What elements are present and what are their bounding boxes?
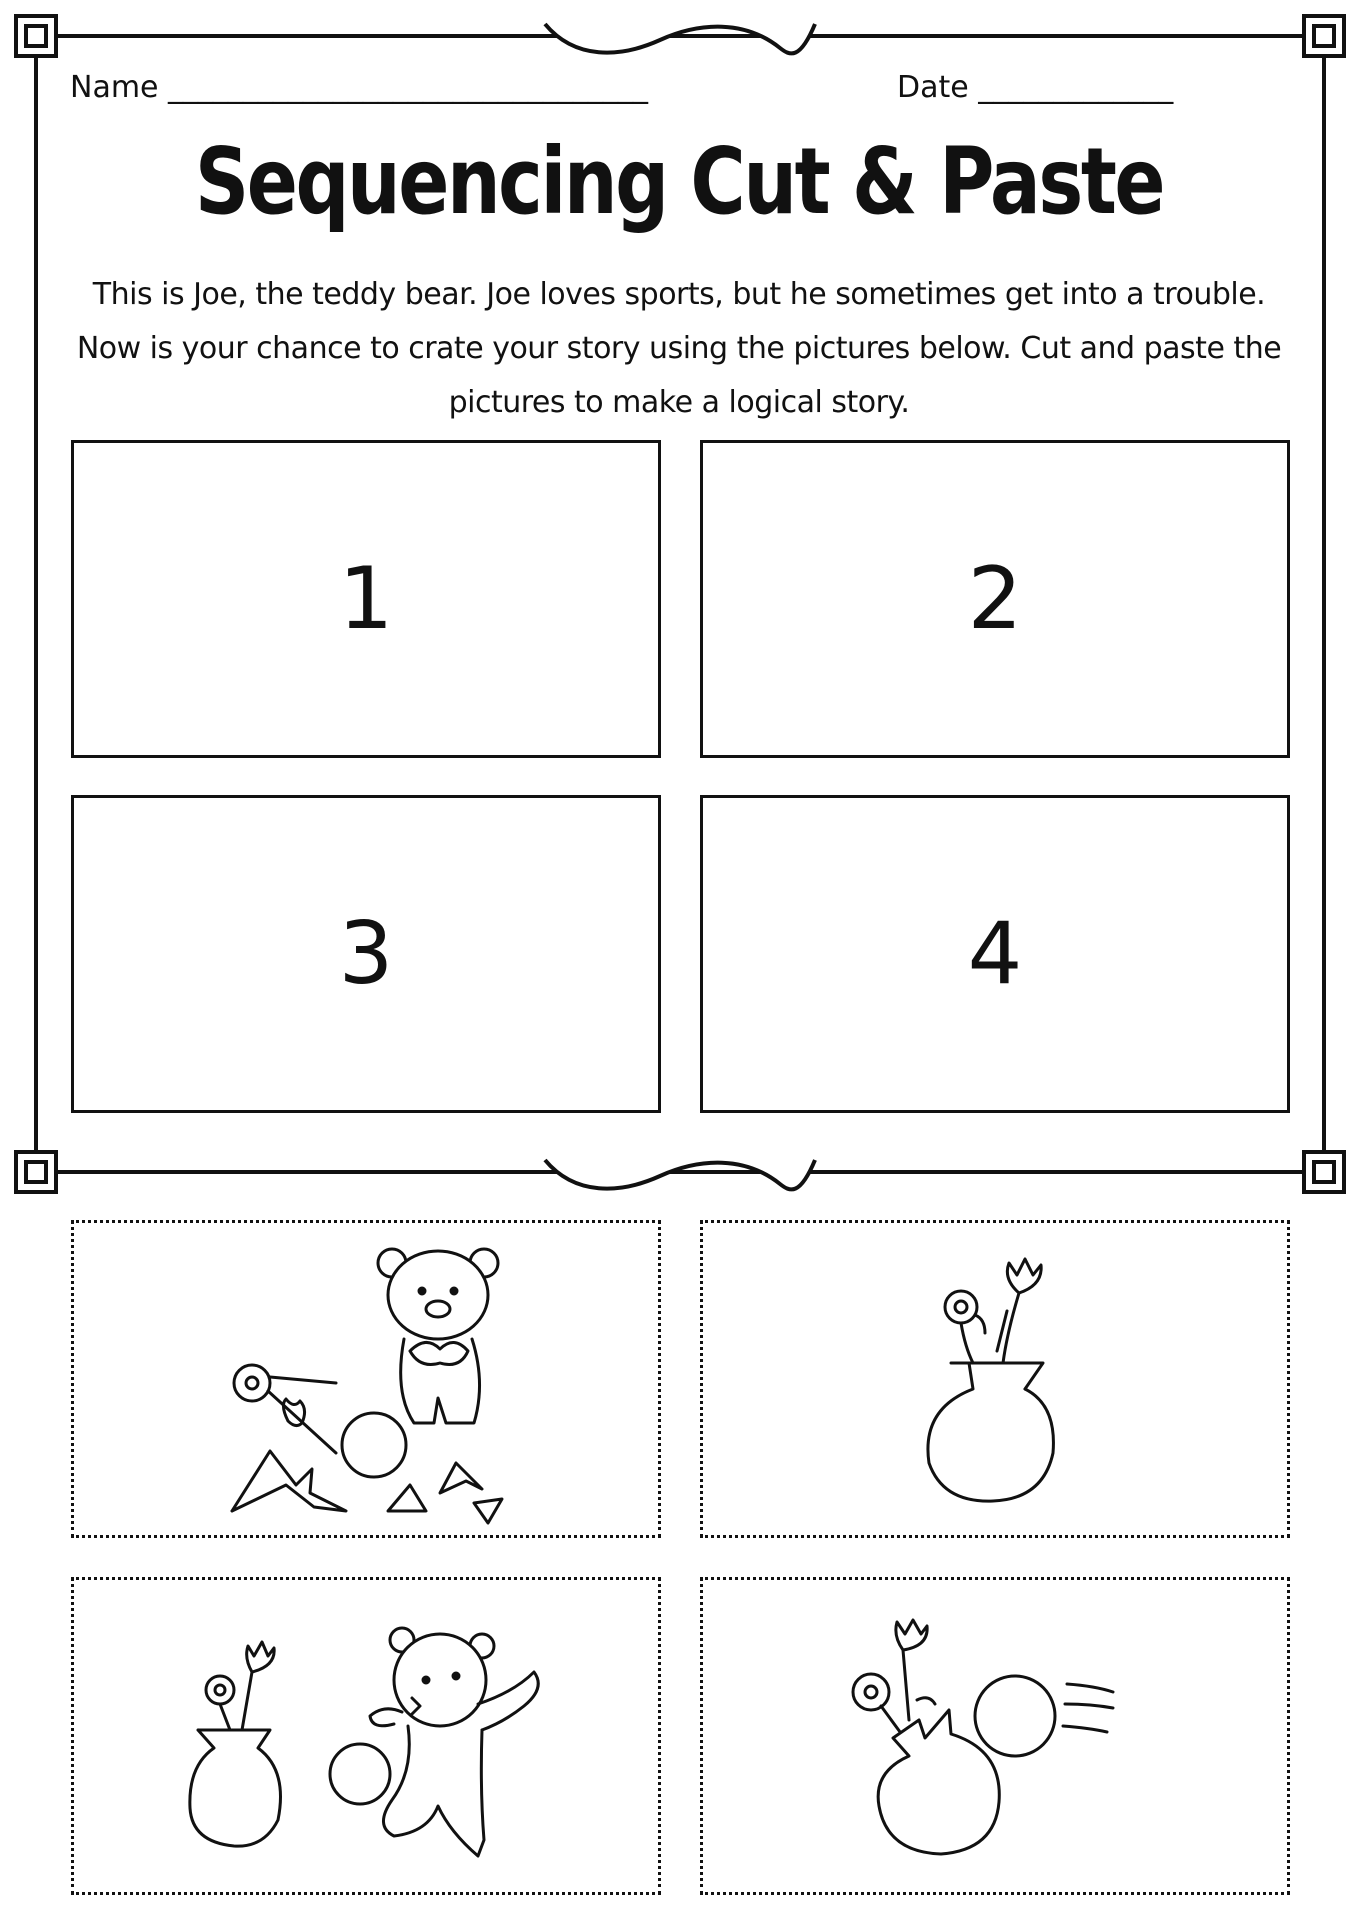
- ball-hitting-vase-icon: [703, 1580, 1287, 1892]
- picture-card-3: [71, 1577, 661, 1895]
- date-field-label: Date _____________: [897, 70, 1174, 105]
- page-title: Sequencing Cut & Paste: [194, 128, 1164, 235]
- instructions-line: Now is your chance to crate your story using the pictures below. Cut and paste the: [76, 331, 1282, 366]
- slot-number: 2: [967, 549, 1023, 649]
- teddy-bear-kicking-ball-icon: [74, 1580, 658, 1892]
- instructions: [70, 268, 1288, 430]
- instructions-line: This is Joe, the teddy bear. Joe loves sports, but he sometimes get into a trouble.: [92, 277, 1266, 312]
- picture-card-4: [700, 1577, 1290, 1895]
- picture-card-2: [700, 1220, 1290, 1538]
- paste-slot-3: [71, 795, 661, 1113]
- slot-number: 4: [967, 904, 1023, 1004]
- paste-slot-1: [71, 440, 661, 758]
- slot-number: 3: [338, 904, 394, 1004]
- picture-card-1: [71, 1220, 661, 1538]
- flower-vase-icon: [703, 1223, 1287, 1535]
- instructions-line: pictures to make a logical story.: [448, 385, 910, 420]
- teddy-bear-broken-vase-icon: [74, 1223, 658, 1535]
- name-field-label: Name ________________________________: [70, 70, 649, 105]
- paste-slot-4: [700, 795, 1290, 1113]
- paste-slot-2: [700, 440, 1290, 758]
- slot-number: 1: [338, 549, 394, 649]
